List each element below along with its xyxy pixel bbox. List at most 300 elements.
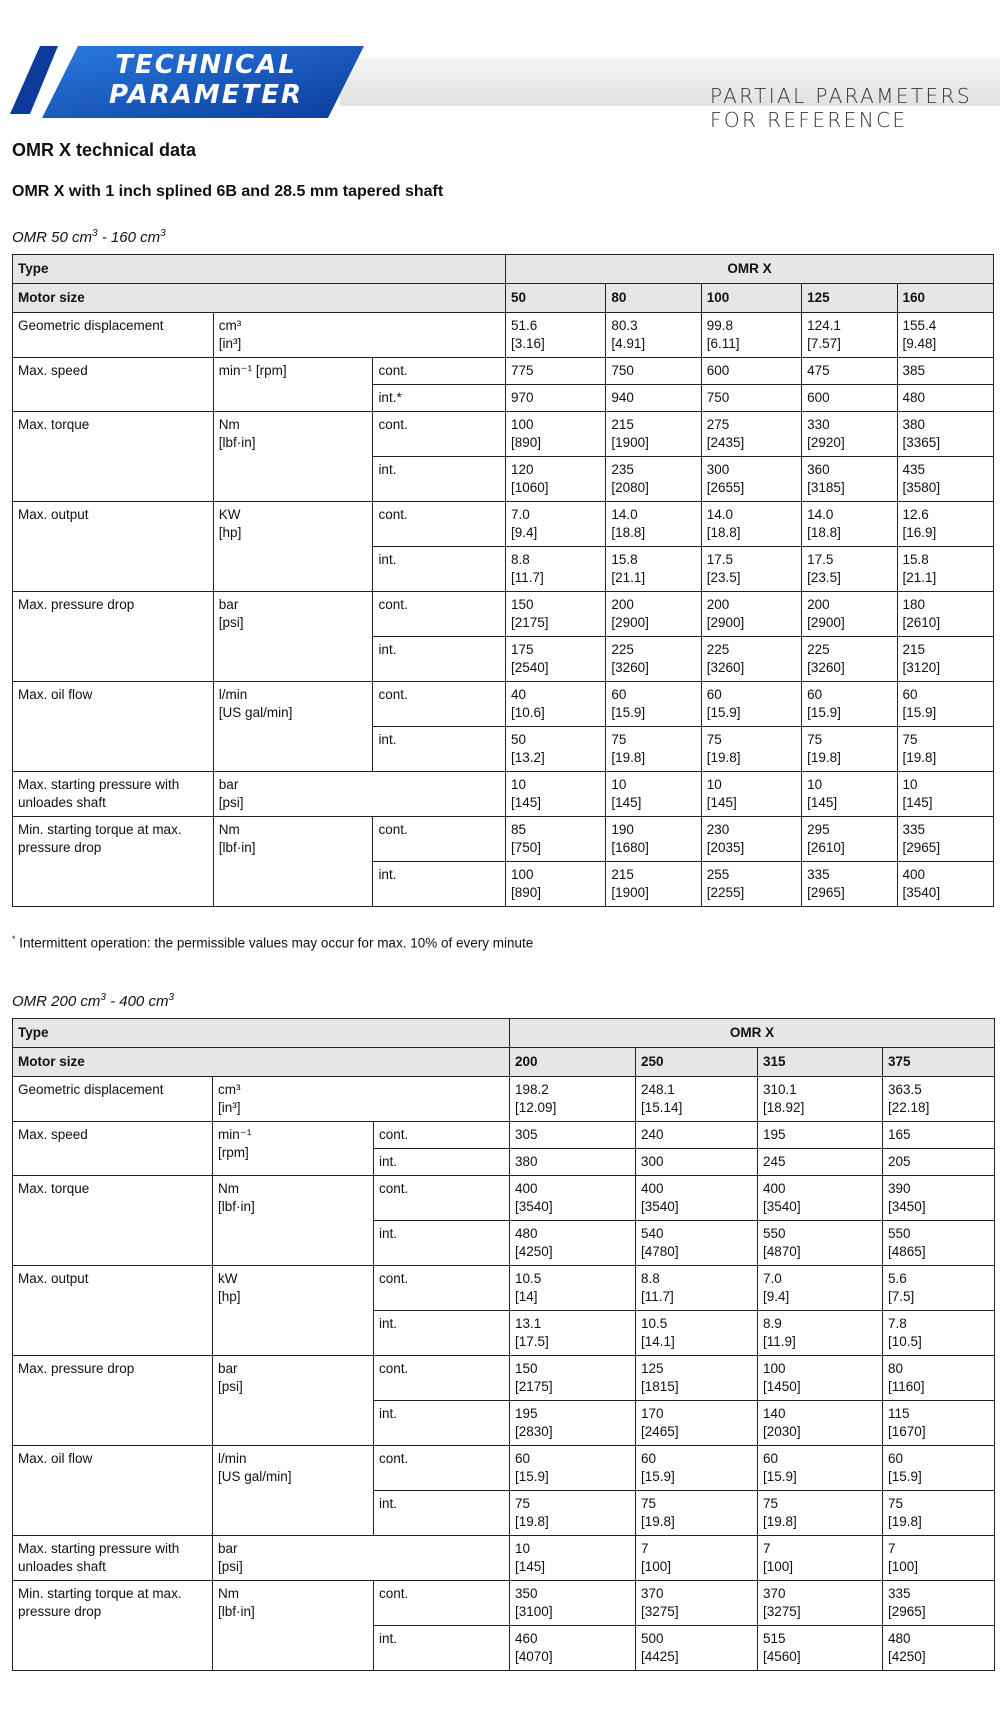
value-cell: [606, 817, 701, 862]
cell-line: 215: [611, 867, 634, 882]
param-unit: [213, 358, 373, 412]
cell-line: [19.8]: [807, 750, 841, 765]
cell-line: [2610]: [902, 615, 941, 630]
cell-line: 335: [902, 822, 926, 837]
table-row: [13, 772, 994, 817]
cell-line: 335: [807, 867, 830, 882]
cell-line: Nm: [218, 822, 240, 837]
table-row: [13, 682, 994, 727]
value-cell: [510, 1446, 636, 1491]
type-row: [13, 1019, 995, 1048]
caption-sup: 3: [100, 992, 106, 1003]
cell-line: cm³: [218, 1082, 241, 1097]
cell-line: 17.5: [807, 552, 834, 567]
value-cell: [758, 1356, 883, 1401]
table-row: [13, 313, 994, 358]
cell-line: [2175]: [511, 615, 549, 630]
caption-mid: - 400 cm: [105, 993, 169, 1010]
motor-size-315: 315: [758, 1048, 883, 1077]
value-cell: [636, 1266, 758, 1311]
value-cell: [701, 412, 801, 457]
cell-line: 75: [611, 732, 627, 747]
cell-line: [US gal/min]: [218, 705, 293, 720]
cell-line: [18.8]: [611, 525, 646, 540]
value-cell: [758, 1221, 883, 1266]
param-unit: [213, 1446, 374, 1536]
cell-line: [1160]: [888, 1379, 925, 1394]
cell-line: [15.9]: [888, 1469, 922, 1484]
cell-line: [145]: [515, 1559, 546, 1574]
motor-size-row: [13, 1048, 995, 1077]
value-cell: [897, 727, 993, 772]
param-name: Min. starting torque at max. pressure drop: [13, 817, 214, 907]
cell-line: 60: [902, 687, 918, 702]
param-name: Max. pressure drop: [13, 1356, 213, 1446]
value-cell: [701, 457, 801, 502]
cell-line: 775: [511, 363, 534, 378]
cell-line: 215: [902, 642, 926, 657]
footnote: [12, 934, 533, 951]
cell-line: 10.5: [641, 1316, 668, 1331]
cell-line: [18.92]: [763, 1100, 805, 1115]
cell-line: [2900]: [807, 615, 845, 630]
value-cell: [802, 592, 897, 637]
mode-cell: cont.: [374, 1122, 510, 1149]
cell-line: [2435]: [706, 435, 745, 450]
series-label: OMR X: [506, 255, 994, 284]
value-cell: [510, 1581, 636, 1626]
value-cell: [802, 457, 897, 502]
cell-line: [3540]: [763, 1199, 801, 1214]
mode-cell: int.: [373, 457, 506, 502]
cell-line: [15.9]: [641, 1469, 675, 1484]
value-cell: [883, 1221, 995, 1266]
cell-line: [17.5]: [515, 1334, 549, 1349]
value-cell: [758, 1149, 883, 1176]
value-cell: [506, 502, 606, 547]
cell-line: KW: [218, 507, 241, 522]
value-cell: [606, 412, 701, 457]
value-cell: [510, 1221, 636, 1266]
cell-line: [3365]: [902, 435, 941, 450]
mode-cell: cont.: [374, 1176, 510, 1221]
table1-caption: [12, 228, 166, 246]
value-cell: [506, 385, 606, 412]
cell-line: [750]: [511, 840, 542, 855]
cell-line: 8.9: [763, 1316, 782, 1331]
cell-line: [890]: [511, 435, 542, 450]
cell-line: 115: [888, 1406, 910, 1421]
value-cell: [506, 358, 606, 385]
cell-line: [3450]: [888, 1199, 926, 1214]
cell-line: cm³: [218, 318, 242, 333]
cell-line: [3260]: [807, 660, 845, 675]
value-cell: [802, 772, 897, 817]
value-cell: [701, 862, 801, 907]
value-cell: [510, 1491, 636, 1536]
cell-line: [4425]: [641, 1649, 679, 1664]
cell-line: [3.16]: [511, 336, 545, 351]
value-cell: [636, 1491, 758, 1536]
cell-line: 225: [706, 642, 730, 657]
value-cell: [510, 1536, 636, 1581]
cell-line: 124.1: [807, 318, 841, 333]
cell-line: 400: [515, 1181, 538, 1196]
value-cell: [701, 772, 801, 817]
cell-line: 240: [641, 1127, 664, 1142]
cell-line: [12.09]: [515, 1100, 557, 1115]
cell-line: [15.9]: [763, 1469, 797, 1484]
cell-line: 200: [611, 597, 634, 612]
caption-prefix: OMR 200 cm: [12, 993, 101, 1010]
cell-line: Nm: [218, 417, 240, 432]
mode-cell: int.: [374, 1311, 510, 1356]
value-cell: [897, 862, 993, 907]
cell-line: bar: [218, 777, 239, 792]
cell-line: 60: [807, 687, 823, 702]
param-name: Min. starting torque at max. pressure drop: [13, 1581, 213, 1671]
table-row: [13, 1536, 995, 1581]
caption-sup: 3: [168, 992, 175, 1003]
table-row: [13, 817, 994, 862]
type-label: Type: [13, 1019, 510, 1048]
cell-line: 970: [511, 390, 534, 405]
cell-line: [psi]: [218, 1559, 243, 1574]
param-name: Geometric displacement: [13, 1077, 213, 1122]
cell-line: 295: [807, 822, 830, 837]
cell-line: [3580]: [902, 480, 941, 495]
banner-subtitle: PARTIAL PARAMETERS FOR REFERENCE: [710, 84, 972, 132]
value-cell: [802, 637, 897, 682]
table-row: [13, 1266, 995, 1311]
mode-cell: cont.: [374, 1356, 510, 1401]
cell-line: [3185]: [807, 480, 845, 495]
value-cell: [883, 1122, 995, 1149]
cell-line: [100]: [763, 1559, 794, 1574]
cell-line: 150: [515, 1361, 538, 1376]
param-unit: [213, 1356, 374, 1446]
cell-line: 540: [641, 1226, 664, 1241]
cell-line: 310.1: [763, 1082, 797, 1097]
footnote-mark: *: [12, 934, 16, 944]
value-cell: [883, 1581, 995, 1626]
cell-line: [14.1]: [641, 1334, 675, 1349]
cell-line: [100]: [888, 1559, 919, 1574]
value-cell: [636, 1176, 758, 1221]
value-cell: [606, 547, 701, 592]
cell-line: 255: [706, 867, 730, 882]
value-cell: [758, 1077, 883, 1122]
banner-title-line2: PARAMETER: [108, 80, 304, 110]
value-cell: [606, 457, 701, 502]
value-cell: [701, 817, 801, 862]
cell-line: 13.1: [515, 1316, 542, 1331]
motor-size-80: 80: [606, 284, 701, 313]
value-cell: [758, 1266, 883, 1311]
cell-line: [19.8]: [706, 750, 741, 765]
cell-line: 155.4: [902, 318, 937, 333]
cell-line: [lbf·in]: [218, 1199, 255, 1214]
cell-line: [7.5]: [888, 1289, 915, 1304]
caption-prefix: OMR 50 cm: [12, 229, 93, 246]
table2-caption: [12, 992, 174, 1010]
cell-line: [2830]: [515, 1424, 553, 1439]
mode-cell: cont.: [373, 682, 506, 727]
cell-line: [3540]: [641, 1199, 679, 1214]
cell-line: 140: [763, 1406, 786, 1421]
cell-line: 225: [807, 642, 830, 657]
cell-line: 14.0: [706, 507, 734, 522]
value-cell: [701, 682, 801, 727]
value-cell: [701, 727, 801, 772]
cell-line: [2900]: [611, 615, 649, 630]
value-cell: [802, 412, 897, 457]
cell-line: 100: [763, 1361, 786, 1376]
cell-line: 10: [611, 777, 627, 792]
cell-line: 500: [641, 1631, 664, 1646]
cell-line: [11.7]: [511, 570, 544, 585]
cell-line: 75: [763, 1496, 779, 1511]
value-cell: [636, 1122, 758, 1149]
cell-line: 435: [902, 462, 926, 477]
cell-line: [9.48]: [902, 336, 937, 351]
value-cell: [802, 682, 897, 727]
value-cell: [758, 1446, 883, 1491]
technical-parameter-banner: [0, 44, 1000, 132]
cell-line: [3120]: [902, 660, 941, 675]
mode-cell: cont.: [373, 412, 506, 457]
value-cell: [802, 385, 897, 412]
cell-line: 360: [807, 462, 830, 477]
value-cell: [510, 1176, 636, 1221]
cell-line: 10.5: [515, 1271, 542, 1286]
mode-cell: int.: [374, 1626, 510, 1671]
cell-line: [18.8]: [807, 525, 841, 540]
cell-line: [19.8]: [611, 750, 646, 765]
cell-line: [7.57]: [807, 336, 841, 351]
value-cell: [897, 313, 993, 358]
cell-line: 750: [611, 363, 634, 378]
value-cell: [701, 502, 801, 547]
param-unit: [213, 772, 505, 817]
value-cell: [802, 502, 897, 547]
value-cell: [758, 1401, 883, 1446]
cell-line: [1670]: [888, 1424, 926, 1439]
mode-cell: int.: [374, 1149, 510, 1176]
cell-line: 12.6: [902, 507, 929, 522]
value-cell: [883, 1491, 995, 1536]
cell-line: [hp]: [218, 1289, 241, 1304]
mode-cell: int.: [373, 547, 506, 592]
value-cell: [510, 1266, 636, 1311]
value-cell: [701, 313, 801, 358]
type-label: Type: [13, 255, 506, 284]
value-cell: [758, 1311, 883, 1356]
cell-line: [15.9]: [611, 705, 646, 720]
cell-line: [2920]: [807, 435, 845, 450]
value-cell: [506, 592, 606, 637]
param-unit: [213, 412, 373, 502]
cell-line: [10.5]: [888, 1334, 922, 1349]
value-cell: [897, 637, 993, 682]
cell-line: 300: [641, 1154, 664, 1169]
param-unit: [213, 1077, 510, 1122]
value-cell: [897, 682, 993, 727]
cell-line: [890]: [511, 885, 542, 900]
value-cell: [506, 313, 606, 358]
cell-line: [6.11]: [706, 336, 740, 351]
mode-cell: int.: [374, 1401, 510, 1446]
param-unit: [213, 1581, 374, 1671]
cell-line: l/min: [218, 687, 248, 702]
cell-line: [14]: [515, 1289, 538, 1304]
cell-line: [3275]: [641, 1604, 679, 1619]
cell-line: [15.9]: [706, 705, 741, 720]
cell-line: bar: [218, 1361, 238, 1376]
value-cell: [701, 385, 801, 412]
motor-size-200: 200: [510, 1048, 636, 1077]
value-cell: [510, 1149, 636, 1176]
cell-line: l/min: [218, 1451, 247, 1466]
cell-line: 245: [763, 1154, 786, 1169]
cell-line: 550: [888, 1226, 911, 1241]
cell-line: 10: [807, 777, 823, 792]
value-cell: [897, 385, 993, 412]
cell-line: 370: [641, 1586, 664, 1601]
mode-cell: cont.: [373, 817, 506, 862]
cell-line: 60: [763, 1451, 779, 1466]
cell-line: min⁻¹: [218, 1127, 252, 1142]
value-cell: [510, 1356, 636, 1401]
cell-line: 165: [888, 1127, 911, 1142]
cell-line: 7.8: [888, 1316, 907, 1331]
cell-line: 195: [763, 1127, 786, 1142]
value-cell: [897, 772, 993, 817]
omr-50-160-table: [12, 254, 994, 907]
cell-line: 125: [641, 1361, 664, 1376]
cell-line: [psi]: [218, 1379, 243, 1394]
cell-line: [rpm]: [218, 1145, 249, 1160]
value-cell: [636, 1536, 758, 1581]
mode-cell: cont.: [373, 502, 506, 547]
table-row: [13, 592, 994, 637]
cell-line: 370: [763, 1586, 786, 1601]
cell-line: [2965]: [888, 1604, 926, 1619]
value-cell: [510, 1122, 636, 1149]
value-cell: [701, 592, 801, 637]
value-cell: [897, 547, 993, 592]
cell-line: 10: [706, 777, 722, 792]
cell-line: [3275]: [763, 1604, 801, 1619]
cell-line: [3100]: [515, 1604, 553, 1619]
value-cell: [506, 727, 606, 772]
cell-line: [US gal/min]: [218, 1469, 292, 1484]
value-cell: [802, 358, 897, 385]
cell-line: 75: [641, 1496, 657, 1511]
cell-line: 75: [706, 732, 722, 747]
value-cell: [636, 1221, 758, 1266]
cell-line: 7: [888, 1541, 896, 1556]
table-row: [13, 1446, 995, 1491]
value-cell: [897, 358, 993, 385]
cell-line: 60: [611, 687, 627, 702]
cell-line: [3260]: [706, 660, 745, 675]
cell-line: 400: [641, 1181, 664, 1196]
value-cell: [606, 862, 701, 907]
value-cell: [636, 1311, 758, 1356]
cell-line: [19.8]: [763, 1514, 797, 1529]
cell-line: [2610]: [807, 840, 845, 855]
cell-line: [4250]: [888, 1649, 926, 1664]
cell-line: [lbf·in]: [218, 1604, 255, 1619]
cell-line: [lbf·in]: [218, 435, 256, 450]
param-name: Max. oil flow: [13, 682, 214, 772]
value-cell: [883, 1311, 995, 1356]
value-cell: [506, 862, 606, 907]
cell-line: [18.8]: [706, 525, 741, 540]
cell-line: [145]: [611, 795, 642, 810]
cell-line: [21.1]: [902, 570, 937, 585]
value-cell: [802, 547, 897, 592]
cell-line: [145]: [807, 795, 838, 810]
table-row: [13, 1176, 995, 1221]
value-cell: [636, 1581, 758, 1626]
cell-line: [11.9]: [763, 1334, 796, 1349]
cell-line: 330: [807, 417, 830, 432]
cell-line: [23.5]: [706, 570, 741, 585]
omr-200-400-table: [12, 1018, 995, 1671]
cell-line: 17.5: [706, 552, 734, 567]
value-cell: [883, 1401, 995, 1446]
param-unit: [213, 1536, 510, 1581]
value-cell: [701, 637, 801, 682]
table-row: [13, 358, 994, 385]
cell-line: 100: [511, 867, 534, 882]
mode-cell: int.: [373, 862, 506, 907]
cell-line: 385: [902, 363, 926, 378]
cell-line: 350: [515, 1586, 538, 1601]
cell-line: [22.18]: [888, 1100, 930, 1115]
cell-line: 15.8: [611, 552, 638, 567]
cell-line: 235: [611, 462, 634, 477]
cell-line: 7.0: [763, 1271, 782, 1286]
value-cell: [883, 1626, 995, 1671]
cell-line: 7: [641, 1541, 649, 1556]
cell-line: [1450]: [763, 1379, 801, 1394]
value-cell: [506, 682, 606, 727]
param-name: Max. oil flow: [13, 1446, 213, 1536]
value-cell: [883, 1266, 995, 1311]
value-cell: [897, 502, 993, 547]
motor-size-100: 100: [701, 284, 801, 313]
cell-line: [10.6]: [511, 705, 545, 720]
cell-line: 390: [888, 1181, 911, 1196]
cell-line: bar: [218, 597, 239, 612]
mode-cell: int.*: [373, 385, 506, 412]
value-cell: [636, 1446, 758, 1491]
value-cell: [758, 1491, 883, 1536]
cell-line: [4070]: [515, 1649, 553, 1664]
cell-line: 7: [763, 1541, 771, 1556]
value-cell: [606, 313, 701, 358]
cell-line: [145]: [902, 795, 933, 810]
value-cell: [883, 1149, 995, 1176]
param-name: Max. torque: [13, 1176, 213, 1266]
value-cell: [802, 817, 897, 862]
value-cell: [758, 1626, 883, 1671]
value-cell: [506, 817, 606, 862]
banner-title-line1: TECHNICAL: [115, 50, 297, 80]
